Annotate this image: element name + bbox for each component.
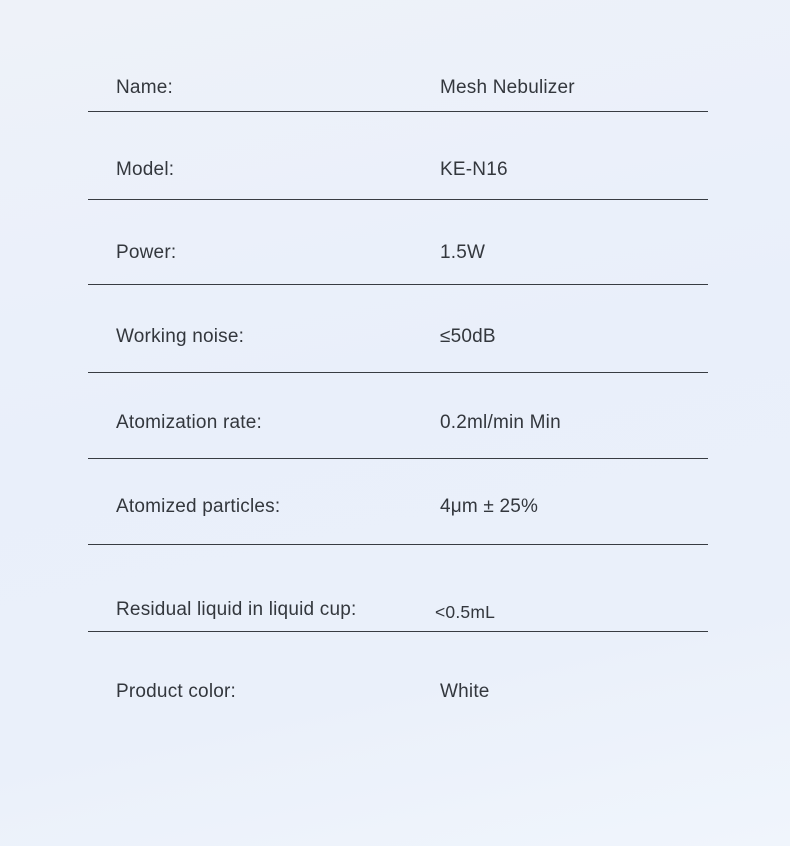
spec-row-residual-liquid [88,545,708,632]
spec-value: <0.5mL [435,602,496,622]
spec-row-name [88,0,708,112]
spec-value: ≤50dB [440,325,496,347]
spec-value: KE-N16 [440,158,508,180]
spec-row-power [88,200,708,285]
spec-value: White [440,681,490,702]
spec-value: 1.5W [440,241,486,263]
spec-label: Atomized particles: [116,495,281,517]
spec-label: Atomization rate: [116,411,262,433]
spec-row-atomized-particles [88,459,708,545]
spec-row-model [88,112,708,200]
spec-value: 4μm ± 25% [440,495,539,517]
spec-row-product-color [88,632,708,719]
spec-row-working-noise [88,285,708,373]
spec-label: Name: [116,76,173,98]
spec-label: Residual liquid in liquid cup: [116,598,357,620]
spec-label: Working noise: [116,325,245,347]
spec-label: Model: [116,158,175,180]
spec-value: 0.2ml/min Min [440,411,561,433]
product-spec-table [88,0,708,719]
spec-label: Product color: [116,681,237,702]
spec-row-atomization-rate [88,373,708,459]
spec-value: Mesh Nebulizer [440,76,575,98]
spec-label: Power: [116,241,177,263]
